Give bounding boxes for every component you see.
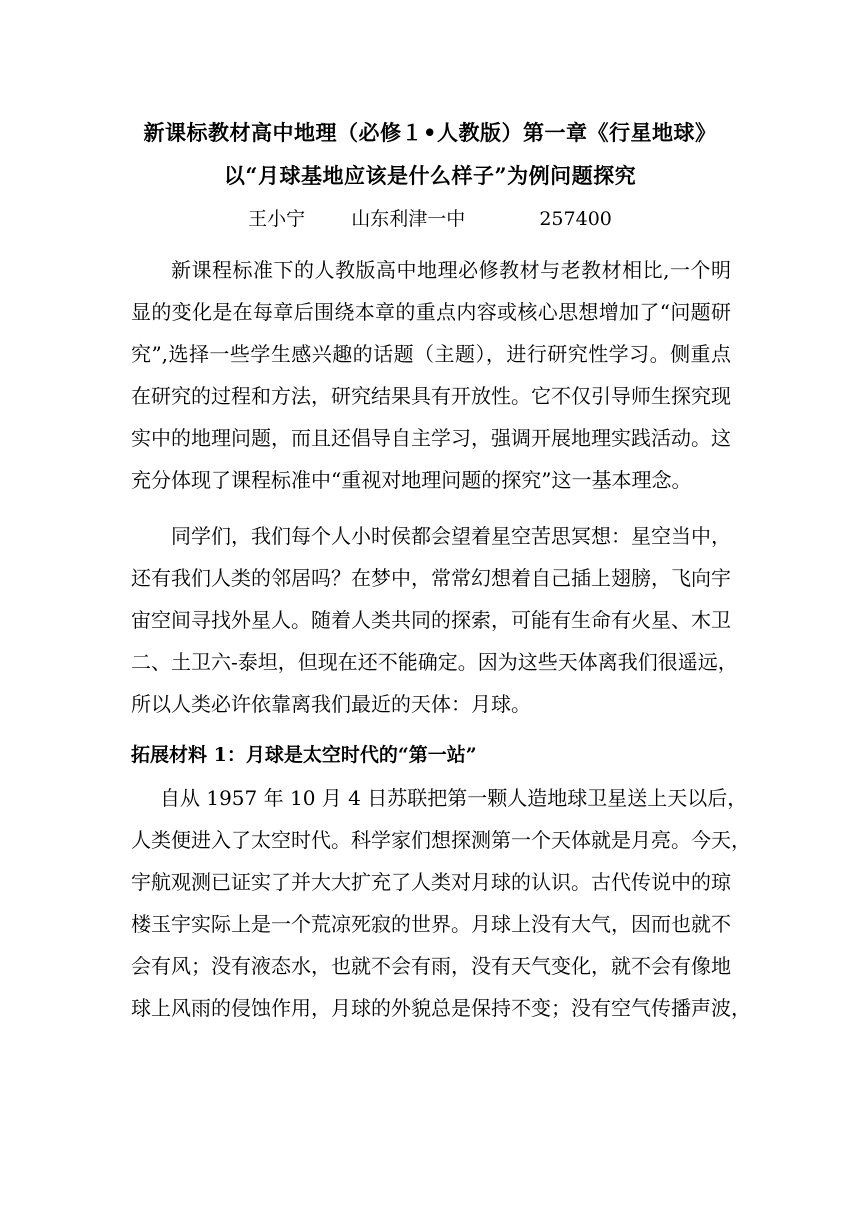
paragraph-3-line: 球上风雨的侵蚀作用，月球的外貌总是保持不变；没有空气传播声波， <box>131 996 751 1020</box>
paragraph-2-line: 还有我们人类的邻居吗？在梦中，常常幻想着自己插上翅膀，飞向宇 <box>131 566 731 590</box>
paragraph-1-line: 新课程标准下的人教版高中地理必修教材与老教材相比,一个明 <box>171 258 731 282</box>
paragraph-3-line: 会有风；没有液态水，也就不会有雨，没有天气变化，就不会有像地 <box>131 954 731 978</box>
paragraph-2-line: 所以人类必许依靠离我们最近的天体：月球。 <box>131 692 531 716</box>
author-name: 王小宁 <box>248 208 306 230</box>
paragraph-1-line: 在研究的过程和方法，研究结果具有开放性。它不仅引导师生探究现 <box>131 384 731 408</box>
paragraph-1-line: 充分体现了课程标准中“重视对地理问题的探究”这一基本理念。 <box>131 468 692 492</box>
paragraph-2-line: 同学们，我们每个人小时侯都会望着星空苦思冥想：星空当中， <box>171 524 731 548</box>
paragraph-3-line: 自从 1957 年 10 月 4 日苏联把第一颗人造地球卫星送上天以后， <box>160 786 748 810</box>
document-title-line-1: 新课标教材高中地理（必修１•人教版）第一章《行星地球》 <box>143 120 717 145</box>
author-school: 山东利津一中 <box>351 208 466 230</box>
paragraph-1-line: 显的变化是在每章后围绕本章的重点内容或核心思想增加了“问题研 <box>131 300 731 324</box>
paragraph-3-line: 人类便进入了太空时代。科学家们想探测第一个天体就是月亮。今天， <box>131 828 751 852</box>
author-postcode: 257400 <box>539 208 612 230</box>
paragraph-3-line: 宇航观测已证实了并大大扩充了人类对月球的认识。古代传说中的琼 <box>131 870 731 894</box>
document-title-line-2: 以“月球基地应该是什么样子”为例问题探究 <box>223 163 637 188</box>
paragraph-2-line: 宙空间寻找外星人。随着人类共同的探索，可能有生命有火星、木卫 <box>131 608 731 632</box>
paragraph-1-line: 实中的地理问题，而且还倡导自主学习，强调开展地理实践活动。这 <box>131 426 731 450</box>
paragraph-1-line: 究”,选择一些学生感兴趣的话题（主题），进行研究性学习。侧重点 <box>131 342 731 366</box>
paragraph-2-line: 二、土卫六-泰坦，但现在还不能确定。因为这些天体离我们很遥远， <box>131 650 738 674</box>
paragraph-3-line: 楼玉宇实际上是一个荒凉死寂的世界。月球上没有大气，因而也就不 <box>131 912 731 936</box>
author-line <box>0 204 860 231</box>
section-heading: 拓展材料 1：月球是太空时代的“第一站” <box>131 744 477 766</box>
